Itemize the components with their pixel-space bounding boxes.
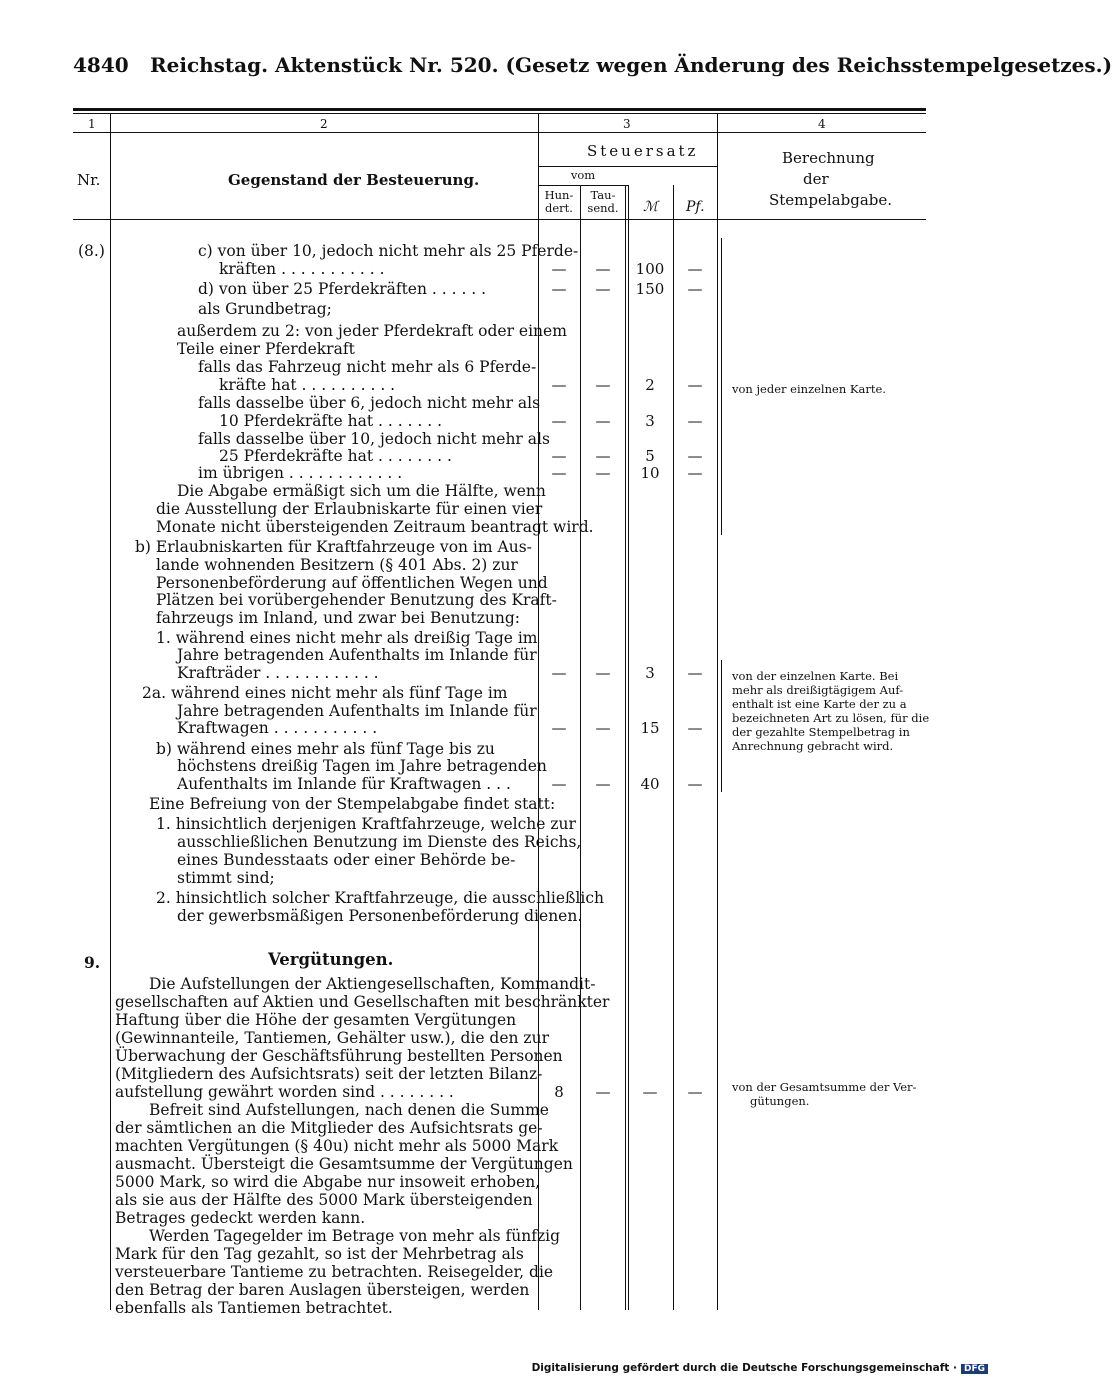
rate-pfennig: — — [687, 775, 703, 793]
rate-mark: — — [642, 1083, 658, 1101]
body-line: Die Aufstellungen der Aktiengesellschaften, Kommandit- — [149, 975, 596, 993]
body-line: 1. hinsichtlich derjenigen Kraftfahrzeuge, welche zur — [156, 815, 576, 833]
col-divider-t — [625, 185, 626, 1310]
body-line: kräften . . . . . . . . . . . — [219, 260, 385, 278]
body-line: außerdem zu 2: von jeder Pferdekraft oder einem — [177, 322, 567, 340]
rate-pfennig: — — [687, 260, 703, 278]
body-line: falls dasselbe über 10, jedoch nicht mehr als — [198, 430, 550, 448]
body-line: falls das Fahrzeug nicht mehr als 6 Pferde- — [198, 358, 537, 376]
body-line: Jahre betragenden Aufenthalts im Inlande für — [177, 702, 537, 720]
body-line: als sie aus der Hälfte des 5000 Mark übersteigenden — [115, 1191, 533, 1209]
rate-mark: 5 — [645, 447, 655, 465]
rate-mark: 15 — [640, 719, 660, 737]
body-line: 5000 Mark, so wird die Abgabe nur insoweit erhoben, — [115, 1173, 541, 1191]
footer-text: Digitalisierung gefördert durch die Deutsche Forschungsgemeinschaft · — [531, 1362, 957, 1374]
calc-note: von der einzelnen Karte. Bei — [732, 669, 899, 683]
calc-note: von jeder einzelnen Karte. — [732, 382, 886, 396]
colnum-rule — [73, 132, 926, 133]
body-line: im übrigen . . . . . . . . . . . . — [198, 464, 403, 482]
rate-mark: 3 — [645, 412, 655, 430]
rate-hundert: — — [551, 412, 567, 430]
header-calc-2: der — [803, 170, 829, 188]
body-line: Werden Tagegelder im Betrage von mehr als fünfzig — [149, 1227, 561, 1245]
body-line: die Ausstellung der Erlaubniskarte für einen vier — [156, 500, 543, 518]
rate-hundert: — — [551, 775, 567, 793]
body-line: Überwachung der Geschäftsführung bestellten Personen — [115, 1047, 563, 1065]
rate-tausend: — — [595, 280, 611, 298]
body-line: gesellschaften auf Aktien und Gesellschaften mit beschränkter — [115, 993, 610, 1011]
header-tausend: Tau- send. — [587, 188, 619, 215]
col-divider-1 — [110, 113, 111, 1310]
col-divider-3 — [717, 113, 718, 1310]
rate-tausend: — — [595, 664, 611, 682]
header-pfennig: Pf. — [686, 199, 705, 215]
body-line: d) von über 25 Pferdekräften . . . . . . — [198, 280, 487, 298]
body-line: c) von über 10, jedoch nicht mehr als 25 Pferde- — [198, 242, 579, 260]
calc-note: der gezahlte Stempelbetrag in — [732, 725, 910, 739]
rate-mark: 40 — [640, 775, 660, 793]
body-line: ausmacht. Übersteigt die Gesamtsumme der Vergütungen — [115, 1155, 573, 1173]
body-line: (Gewinnanteile, Tantiemen, Gehälter usw.), die den zur — [115, 1029, 549, 1047]
steuersatz-rule — [538, 166, 717, 167]
body-line: ebenfalls als Tantiemen betrachtet. — [115, 1299, 393, 1317]
body-line: 2a. während eines nicht mehr als fünf Tage im — [142, 684, 508, 702]
rate-pfennig: — — [687, 412, 703, 430]
body-line: Haftung über die Höhe der gesamten Vergütungen — [115, 1011, 517, 1029]
rate-hundert: 8 — [554, 1083, 564, 1101]
page-number: 4840 — [73, 53, 129, 77]
rate-hundert: — — [551, 664, 567, 682]
rate-hundert: — — [551, 464, 567, 482]
body-line: Mark für den Tag gezahlt, so ist der Mehrbetrag als — [115, 1245, 524, 1263]
page-title: Reichstag. Aktenstück Nr. 520. (Gesetz wegen Änderung des Reichsstempelgesetzes.) — [150, 53, 1112, 77]
row-number-9: 9. — [84, 953, 101, 972]
body-line: b) während eines mehr als fünf Tage bis zu — [156, 740, 495, 758]
body-line: 1. während eines nicht mehr als dreißig Tage im — [156, 629, 538, 647]
header-steuersatz: Steuersatz — [587, 142, 699, 160]
rate-tausend: — — [595, 260, 611, 278]
rate-pfennig: — — [687, 664, 703, 682]
calc-note: bezeichneten Art zu lösen, für die — [732, 711, 930, 725]
body-line: stimmt sind; — [177, 869, 275, 887]
body-line: kräfte hat . . . . . . . . . . — [219, 376, 396, 394]
brace — [721, 238, 728, 535]
rate-tausend: — — [595, 376, 611, 394]
rate-hundert: — — [551, 376, 567, 394]
body-line: b) Erlaubniskarten für Kraftfahrzeuge von im Aus- — [135, 538, 532, 556]
rate-tausend: — — [595, 775, 611, 793]
col-number-2: 2 — [320, 117, 328, 131]
body-line: versteuerbare Tantieme zu betrachten. Reisegelder, die — [115, 1263, 554, 1281]
body-line: Krafträder . . . . . . . . . . . . — [177, 664, 379, 682]
header-mark: ℳ — [643, 199, 658, 215]
body-line: Die Abgabe ermäßigt sich um die Hälfte, wenn — [177, 482, 546, 500]
body-line: lande wohnenden Besitzern (§ 401 Abs. 2) zur — [156, 556, 518, 574]
body-line: eines Bundesstaats oder einer Behörde be- — [177, 851, 516, 869]
col-number-1: 1 — [88, 117, 96, 131]
body-line: 10 Pferdekräfte hat . . . . . . . — [219, 412, 443, 430]
rate-tausend: — — [595, 464, 611, 482]
table-top-rule-thin — [73, 113, 926, 114]
calc-note: enthalt ist eine Karte der zu a — [732, 697, 907, 711]
table-top-rule — [73, 108, 926, 111]
rate-tausend: — — [595, 719, 611, 737]
header-bottom-rule — [73, 219, 926, 220]
calc-note: mehr als dreißigtägigem Auf- — [732, 683, 904, 697]
header-vom: vom — [570, 168, 596, 182]
body-line: Betrages gedeckt werden kann. — [115, 1209, 366, 1227]
footer — [532, 1362, 988, 1374]
vom-rule — [538, 185, 628, 186]
body-line: falls dasselbe über 6, jedoch nicht mehr als — [198, 394, 541, 412]
header-hundert: Hun- dert. — [544, 188, 574, 215]
body-line: Befreit sind Aufstellungen, nach denen die Summe — [149, 1101, 549, 1119]
body-line: Kraftwagen . . . . . . . . . . . — [177, 719, 378, 737]
rate-pfennig: — — [687, 376, 703, 394]
calc-note: Anrechnung gebracht wird. — [732, 739, 894, 753]
rate-pfennig: — — [687, 464, 703, 482]
header-nr: Nr. — [77, 171, 101, 189]
body-line: als Grundbetrag; — [198, 300, 332, 318]
calc-note: gütungen. — [750, 1094, 810, 1108]
rate-pfennig: — — [687, 1083, 703, 1101]
rate-tausend: — — [595, 447, 611, 465]
body-line: aufstellung gewährt worden sind . . . . . . . . — [115, 1083, 454, 1101]
col-divider-h — [580, 185, 581, 1310]
body-line: Personenbeförderung auf öffentlichen Wegen und — [156, 574, 548, 592]
row-number-8: (8.) — [78, 242, 105, 260]
rate-hundert: — — [551, 719, 567, 737]
rate-mark: 150 — [635, 280, 665, 298]
header-calc-3: Stempelabgabe. — [769, 191, 893, 209]
brace — [721, 660, 728, 792]
body-line: fahrzeugs im Inland, und zwar bei Benutzung: — [156, 609, 520, 627]
header-calc-1: Berechnung — [782, 149, 875, 167]
body-line: höchstens dreißig Tagen im Jahre betragenden — [177, 757, 547, 775]
dfg-logo: DFG — [961, 1364, 988, 1374]
rate-hundert: — — [551, 280, 567, 298]
body-line: den Betrag der baren Auslagen übersteigen, werden — [115, 1281, 530, 1299]
body-line: der gewerbsmäßigen Personenbeförderung dienen. — [177, 907, 583, 925]
col-number-4: 4 — [818, 117, 826, 131]
col-divider-m — [673, 185, 674, 1310]
rate-tausend: — — [595, 1083, 611, 1101]
rate-hundert: — — [551, 447, 567, 465]
body-line: 2. hinsichtlich solcher Kraftfahrzeuge, die ausschließlich — [156, 889, 604, 907]
col-number-3: 3 — [623, 117, 631, 131]
body-line: Eine Befreiung von der Stempelabgabe findet statt: — [149, 795, 556, 813]
body-line: Aufenthalts im Inlande für Kraftwagen . . . — [177, 775, 511, 793]
header-subject: Gegenstand der Besteuerung. — [228, 171, 480, 189]
body-line: Plätzen bei vorübergehender Benutzung des Kraft- — [156, 591, 557, 609]
col-divider-t2 — [628, 185, 629, 1310]
rate-mark: 3 — [645, 664, 655, 682]
body-line: Monate nicht übersteigenden Zeitraum beantragt wird. — [156, 518, 594, 536]
body-line: ausschließlichen Benutzung im Dienste des Reichs, — [177, 833, 582, 851]
rate-hundert: — — [551, 260, 567, 278]
rate-mark: 2 — [645, 376, 655, 394]
calc-note: von der Gesamtsumme der Ver- — [732, 1080, 917, 1094]
rate-mark: 10 — [640, 464, 660, 482]
body-line: Teile einer Pferdekraft — [177, 340, 355, 358]
section-title: Vergütungen. — [268, 950, 394, 969]
body-line: machten Vergütungen (§ 40u) nicht mehr als 5000 Mark — [115, 1137, 559, 1155]
body-line: (Mitgliedern des Aufsichtsrats) seit der letzten Bilanz- — [115, 1065, 543, 1083]
rate-tausend: — — [595, 412, 611, 430]
rate-pfennig: — — [687, 447, 703, 465]
rate-pfennig: — — [687, 719, 703, 737]
rate-pfennig: — — [687, 280, 703, 298]
body-line: Jahre betragenden Aufenthalts im Inlande für — [177, 646, 537, 664]
body-line: der sämtlichen an die Mitglieder des Aufsichtsrats ge- — [115, 1119, 543, 1137]
body-line: 25 Pferdekräfte hat . . . . . . . . — [219, 447, 452, 465]
rate-mark: 100 — [635, 260, 665, 278]
